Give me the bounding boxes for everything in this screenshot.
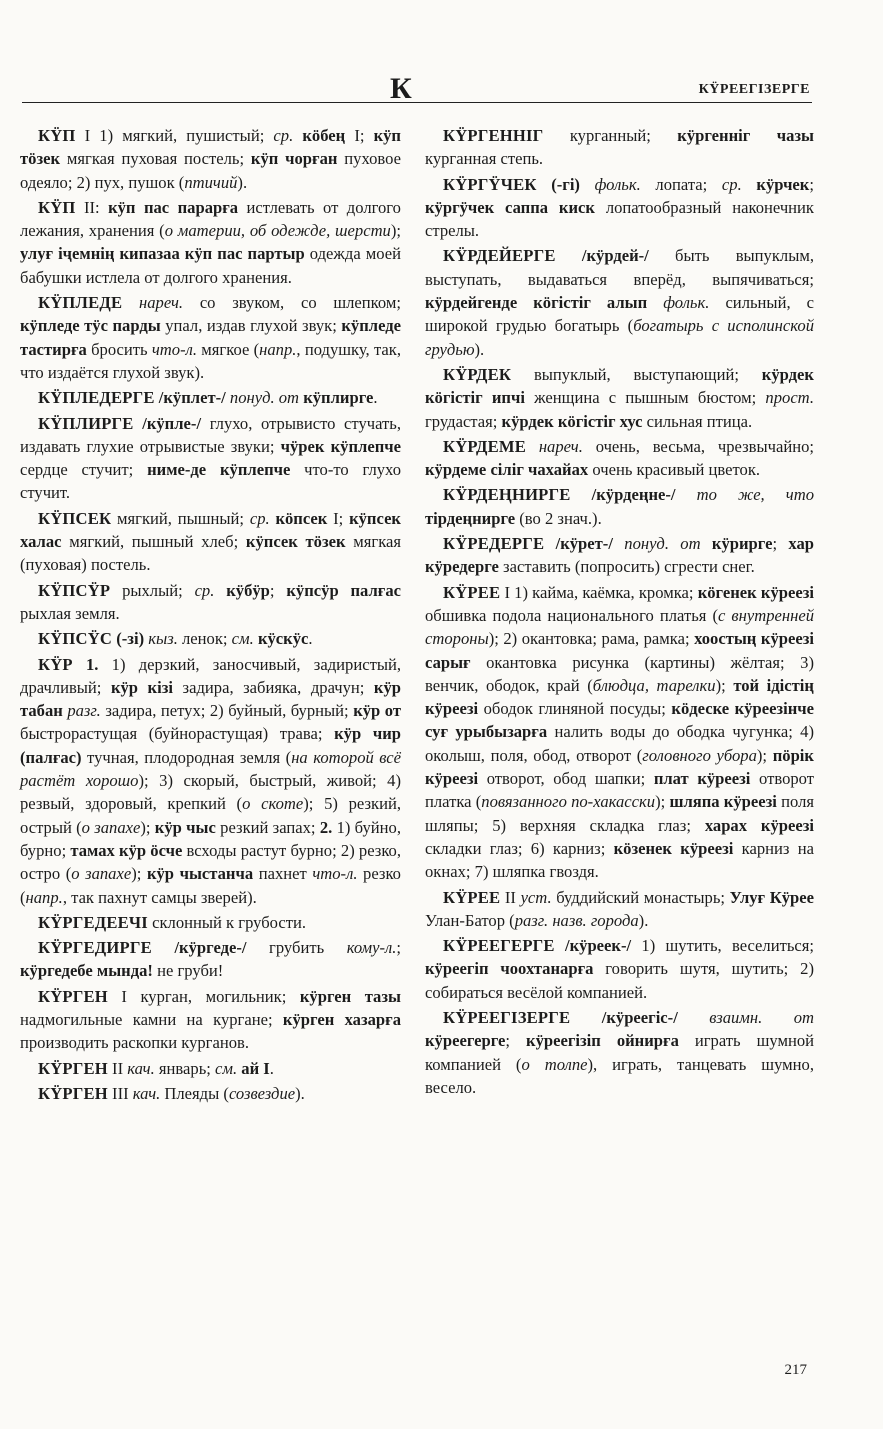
entry-text: всходы растут бурно; 2) резко, остро (	[20, 840, 401, 884]
entry-text	[544, 534, 555, 553]
bold-phrase: 1.	[86, 654, 99, 674]
entry-text: лопата;	[640, 174, 722, 194]
bold-phrase: хоостың кÿреезi сарығ	[425, 629, 814, 672]
entry-text	[580, 175, 595, 194]
italic-note: о запахе	[81, 817, 141, 837]
bold-phrase: тiрдеңнирге	[425, 508, 516, 528]
entry-text: тучная, плодородная земля (	[81, 747, 292, 767]
italic-note: кыз.	[148, 629, 178, 649]
entry-text: очень красивый цветок.	[588, 460, 761, 480]
entry-text	[676, 485, 697, 504]
dictionary-entry	[20, 291, 401, 384]
bold-phrase: кÿреегерге	[425, 1031, 506, 1051]
dictionary-entry	[20, 412, 401, 505]
entry-text: грубить	[246, 938, 347, 958]
bold-phrase: кÿпсек халас	[20, 508, 401, 552]
headword: КŸПСЕК	[38, 508, 112, 528]
headword: КŸРДЕҢНИРГЕ	[443, 485, 571, 505]
bold-phrase: ниме-де кÿплепче	[147, 460, 291, 480]
italic-note: с внутренней стороны	[425, 605, 814, 649]
italic-note: о скоте	[242, 794, 304, 814]
entry-text: ленок;	[177, 629, 232, 649]
entry-text	[742, 175, 757, 194]
italic-note: понуд. от	[229, 388, 300, 408]
entry-text: резкий запах;	[215, 817, 320, 837]
entry-text	[152, 938, 175, 957]
dictionary-entry	[425, 173, 814, 243]
entry-text: очень, весьма, чрезвычайно;	[582, 436, 814, 456]
italic-note: что-л.	[151, 339, 197, 359]
italic-note: см.	[215, 1058, 238, 1078]
italic-note: ср.	[194, 580, 215, 600]
entry-text: III	[107, 1083, 133, 1103]
entry-text: I 1) кайма, каёмка, кромка;	[500, 582, 698, 602]
headword: КŸРЕДЕРГЕ	[443, 534, 545, 554]
italic-note: то же, что	[696, 485, 814, 505]
entry-text: складки глаз; 6) карниз;	[425, 838, 614, 858]
bold-phrase: кÿпсÿр палғас	[286, 580, 402, 600]
entry-text: ); 3) скорый, быстрый, живой; 4) резвый, здоровый, крепкий (	[20, 771, 401, 814]
entry-text: ;	[269, 580, 287, 600]
entry-text: налить воды до ободка чугунка; 4) околыш, поля, обод, отворот (	[425, 722, 815, 765]
bold-phrase: кÿреегiзiп ойнирға	[526, 1031, 679, 1051]
headword: КŸПСŸР	[38, 580, 111, 600]
entry-text: заставить (попросить) сгрести снег.	[498, 557, 755, 577]
entry-text: январь;	[154, 1058, 216, 1078]
bold-phrase: кÿреегiп чоохтанарға	[425, 959, 594, 979]
entry-text: одежда моей бабушки истлела от долгого хранения.	[20, 244, 401, 287]
entry-text	[647, 293, 663, 312]
headword: КŸП	[38, 197, 76, 217]
dictionary-entry	[425, 363, 814, 433]
bold-phrase: кÿрчек	[756, 174, 810, 194]
bold-phrase: кÿргедебе мында!	[20, 961, 153, 981]
entry-text: I 1) мягкий, пушистый;	[75, 126, 274, 145]
dictionary-entry	[20, 579, 401, 626]
entry-text: склонный к грубости.	[147, 912, 307, 932]
bold-phrase: /кÿплет-/	[158, 388, 226, 408]
entry-text: рыхлый;	[110, 580, 195, 600]
entry-text: задира, петух; 2) буйный, бурный;	[100, 701, 354, 721]
headword: КŸПЛЕДЕ	[38, 293, 123, 313]
headword: КŸРГЕДЕЕЧІ	[38, 912, 148, 932]
headword: КŸРГЕДИРГЕ	[38, 938, 152, 958]
bold-phrase: кÿпледе тÿс парды	[20, 316, 161, 336]
bold-phrase: кöпсек	[275, 508, 328, 528]
entry-text	[678, 1008, 709, 1027]
italic-note: уст.	[520, 887, 552, 907]
entry-text: курганный;	[543, 126, 678, 145]
entry-text: буддийский монастырь;	[551, 887, 730, 907]
entry-text: , так пахнут самцы зверей).	[62, 887, 257, 907]
bold-phrase: Улуғ Кÿрее	[729, 887, 814, 907]
entry-text: мягкий, пышный хлеб;	[61, 532, 246, 552]
bold-phrase: /кÿргеде-/	[174, 938, 247, 958]
running-head: КŸРЕЕГІЗЕРГЕ	[698, 82, 810, 97]
italic-note: фольк.	[663, 293, 710, 313]
italic-note: о толпе	[521, 1054, 588, 1074]
bold-phrase: кöгенек кÿреезi	[697, 582, 814, 602]
entry-text: упал, издав глухой звук;	[160, 316, 342, 336]
bold-phrase: /кÿреегiс-/	[601, 1007, 678, 1027]
entry-text: курганная степь.	[425, 149, 544, 169]
bold-phrase: кöзенек кÿреезi	[613, 838, 734, 858]
entry-text: мягкая (пуховая) постель.	[20, 532, 402, 575]
italic-note: нареч.	[139, 293, 184, 313]
entry-text: ), играть, танцевать шумно, весело.	[425, 1054, 814, 1097]
italic-note: головного убора	[642, 745, 757, 765]
entry-text: играть шумной компанией (	[425, 1031, 815, 1074]
dictionary-entry	[425, 886, 814, 933]
bold-phrase: кÿплирге	[303, 388, 374, 408]
bold-phrase: кÿр чыс	[154, 817, 216, 837]
entry-text: пуховое одеяло; 2) пух, пушок (	[20, 149, 401, 192]
dictionary-entry	[20, 627, 401, 650]
headword: КŸРЕЕ	[443, 582, 501, 602]
bold-phrase: кÿр чыстанча	[146, 864, 254, 884]
entry-text	[571, 485, 592, 504]
bold-phrase: кÿбÿр	[226, 580, 270, 600]
entry-text: грудастая;	[425, 411, 502, 431]
entry-text: I курган, могильник;	[107, 986, 300, 1006]
headword: КŸР	[38, 654, 73, 674]
bold-phrase: кÿрдейгенде кöгiстiг алып	[425, 293, 648, 313]
entry-text: II:	[75, 197, 109, 217]
entry-text: сердце стучит;	[20, 460, 148, 480]
italic-note: созвездие	[228, 1083, 296, 1103]
entry-text: пахнет	[253, 864, 313, 884]
entry-text: 1) шутить, веселиться;	[631, 936, 814, 956]
dictionary-entry	[425, 483, 814, 530]
bold-phrase: кöдеске кÿреезiнче суғ урыбызарға	[425, 699, 814, 742]
bold-phrase: кÿпсек тöзек	[245, 532, 346, 552]
bold-phrase: кÿрдеме сiлiг чахайах	[425, 460, 589, 480]
bold-phrase: кÿр чир (палғас)	[20, 724, 401, 767]
italic-note: кач.	[127, 1058, 155, 1078]
entry-text	[613, 534, 624, 553]
entry-text: ;	[809, 174, 814, 194]
entry-text: резко (	[20, 864, 401, 907]
entry-text: истлевать от долгого лежания, хранения (	[20, 197, 401, 241]
dictionary-entry	[425, 124, 814, 171]
entry-text	[701, 534, 712, 553]
entry-text: обшивка подола национального платья (	[425, 605, 718, 625]
entry-text	[570, 1008, 601, 1027]
entry-text: что-то глухо стучит.	[20, 460, 401, 503]
bold-phrase: кÿпледе тастирға	[20, 316, 401, 359]
entry-text: I;	[327, 508, 350, 528]
page-number: 217	[784, 1362, 807, 1378]
entry-text: II	[107, 1058, 128, 1078]
bold-phrase: пöрiк кÿреезi	[425, 745, 814, 789]
headword: КŸРГЕННІГ	[443, 126, 544, 145]
dictionary-entry	[20, 936, 401, 983]
bold-phrase: плат кÿреезi	[653, 769, 751, 789]
italic-note: что-л.	[312, 864, 358, 884]
entry-text: ).	[295, 1083, 305, 1103]
entry-text: );	[131, 864, 147, 884]
entry-text: глухо, отрывисто стучать, издавать глухие отрывистые звуки;	[20, 413, 401, 456]
section-letter: К	[390, 72, 413, 105]
entry-text: ;	[505, 1031, 527, 1051]
bold-phrase: кÿрирге	[711, 534, 773, 554]
entry-text: женщина с пышным бюстом;	[524, 388, 766, 408]
entry-text: со звуком, со шлепком;	[183, 293, 401, 313]
entry-text: 1) дерзкий, заносчивый, задиристый, драчливый;	[20, 654, 401, 697]
entry-text: .	[308, 629, 313, 649]
entry-text: );	[756, 745, 773, 765]
bold-phrase: кöбең	[302, 126, 346, 145]
italic-note: напр.	[25, 887, 63, 907]
entry-text	[537, 175, 552, 194]
entry-text: ).	[638, 910, 649, 930]
italic-note: понуд. от	[624, 534, 701, 554]
entry-text: Улан-Батор (	[425, 910, 515, 930]
dictionary-entry	[20, 653, 401, 909]
headword: КŸПЛИРГЕ	[38, 413, 134, 433]
bold-phrase: кÿрген тазы	[299, 986, 401, 1006]
entry-text: ).	[474, 339, 485, 359]
bold-phrase: кÿп чорған	[250, 149, 338, 169]
italic-note: богатырь с исполинской грудью	[425, 316, 814, 359]
dictionary-entry	[20, 507, 401, 577]
bold-phrase: чÿрек кÿплепче	[280, 436, 401, 456]
bold-phrase: кÿр от	[353, 701, 402, 721]
entry-text: );	[715, 675, 734, 695]
bold-phrase: тамах кÿр öсче	[70, 840, 183, 860]
entry-text: ;	[396, 938, 402, 958]
entry-text: .	[373, 388, 378, 408]
headword: КŸРЕЕГЕРГЕ	[443, 936, 555, 956]
entry-text	[556, 246, 582, 265]
entry-text: отворот платка (	[425, 769, 815, 812]
bold-phrase: кÿргеннiг чазы	[677, 126, 814, 145]
right-column	[425, 124, 814, 1101]
bold-phrase: кÿскÿс	[257, 629, 309, 649]
italic-note: на которой всё растёт хорошо	[20, 747, 402, 791]
dictionary-entry	[20, 1082, 401, 1105]
entry-text	[134, 414, 143, 433]
dictionary-entry	[425, 934, 814, 1004]
entry-text: ).	[237, 172, 248, 192]
headword: КŸПЛЕДЕРГЕ	[38, 388, 155, 408]
headword: КŸРГЕН	[38, 1058, 108, 1078]
entry-text: рыхлая земля.	[20, 603, 120, 623]
entry-text: Плеяды (	[160, 1083, 229, 1103]
entry-text: (во 2 знач.).	[515, 508, 602, 528]
headword: КŸРДЕЙЕРГЕ	[443, 246, 556, 266]
bold-phrase: шляпа кÿреезi	[669, 792, 777, 812]
italic-note: ср.	[721, 174, 742, 194]
page-header	[22, 62, 812, 103]
entry-text: II	[500, 887, 521, 907]
bold-phrase: /кÿрдей-/	[581, 246, 649, 266]
dictionary-entry	[425, 1006, 814, 1099]
dictionary-entry	[425, 244, 814, 360]
entry-text: ;	[772, 534, 789, 554]
entry-text: окантовка рисунка (картины) жёлтая; 3) венчик, ободок, край (	[425, 652, 814, 695]
headword: КŸРЕЕ	[443, 887, 501, 907]
bold-phrase: /кÿрдеңне-/	[591, 485, 676, 505]
bold-phrase: кÿр табан	[20, 677, 402, 721]
entry-text: производить раскопки курганов.	[20, 1033, 250, 1053]
entry-text: .	[269, 1058, 274, 1078]
entry-text: лопатообразный наконечник стрелы.	[425, 197, 814, 241]
entry-text: бросить	[86, 339, 152, 359]
italic-note: разг.	[67, 701, 101, 721]
entry-text: говорить шутя, шутить; 2) собираться весёлой компанией.	[425, 959, 814, 1002]
dictionary-entry	[20, 196, 401, 289]
entry-text	[73, 655, 86, 674]
entry-text: надмогильные камни на кургане;	[20, 1009, 283, 1029]
entry-text: мягкое (	[197, 339, 260, 359]
entry-text: мягкий, пышный;	[111, 508, 250, 528]
entry-text: не груби!	[152, 961, 224, 981]
italic-note: взаимн. от	[709, 1007, 814, 1027]
italic-note: ср.	[249, 508, 270, 528]
italic-note: птичий	[184, 172, 238, 192]
entry-text: карниз на окнах; 7) шляпка гвоздя.	[425, 838, 814, 882]
entry-text: ); 2) окантовка; рама, рамка;	[488, 629, 695, 649]
italic-note: прост.	[765, 388, 815, 408]
bold-phrase: (-зі)	[116, 629, 145, 649]
bold-phrase: кÿрдек кöгiстiг ипчi	[425, 364, 814, 408]
italic-note: нареч.	[538, 436, 583, 456]
entry-text	[526, 437, 539, 456]
bold-phrase: хар кÿредерге	[425, 534, 815, 577]
bold-phrase: /кÿреек-/	[564, 936, 632, 956]
dictionary-entry	[20, 985, 401, 1055]
italic-note: повязанного по-хакасски	[481, 792, 656, 812]
dictionary-entry	[20, 386, 401, 409]
entry-text: сильная птица.	[642, 411, 753, 431]
entry-text: ); 5) резкий, острый (	[20, 794, 401, 837]
entry-text: мягкая пуховая постель;	[60, 149, 251, 169]
italic-note: кач.	[132, 1083, 161, 1103]
headword: КŸРГŸЧЕК	[443, 174, 537, 194]
entry-text: 1) буйно, бурно;	[20, 817, 401, 860]
entry-text	[293, 126, 302, 145]
bold-phrase: кÿп тöзек	[20, 126, 401, 169]
bold-phrase: (-гі)	[551, 174, 580, 194]
headword: КŸРГЕН	[38, 1083, 108, 1103]
italic-note: ср.	[273, 126, 294, 145]
headword: КŸРЕЕГІЗЕРГЕ	[443, 1007, 571, 1027]
entry-text	[122, 293, 139, 312]
bold-phrase: кÿргÿчек саппа киск	[425, 197, 595, 217]
entry-text: поля шляпы; 5) верхняя складка глаз;	[425, 792, 814, 835]
entry-text: I;	[345, 126, 374, 145]
entry-text: );	[390, 221, 401, 241]
entry-text: );	[655, 792, 670, 812]
entry-text: быть выпуклым, выступать, выдаваться вперёд, выпячиваться;	[425, 246, 814, 289]
headword: КŸПСŸС	[38, 629, 113, 649]
bold-phrase: /кÿпле-/	[142, 413, 202, 433]
italic-note: см.	[231, 629, 254, 649]
entry-text: ободок глиняной посуды;	[478, 699, 672, 719]
left-column	[20, 124, 401, 1107]
bold-phrase: улуғ іҷемнің кипазаа кÿп пас партыр	[20, 244, 305, 264]
italic-note: разг. назв. города	[514, 910, 639, 930]
italic-note: о материи, об одежде, шерсти	[164, 221, 391, 241]
dictionary-entry	[425, 532, 814, 579]
italic-note: фольк.	[594, 174, 641, 194]
headword: КŸРДЕК	[443, 364, 512, 384]
bold-phrase: ай I	[241, 1058, 270, 1078]
entry-text: выпуклый, выступающий;	[511, 364, 762, 384]
headword: КŸРДЕМЕ	[443, 436, 526, 456]
entry-text: быстрорастущая (буйнорастущая) трава;	[20, 724, 335, 744]
dictionary-entry	[20, 911, 401, 934]
headword: КŸРГЕН	[38, 986, 108, 1006]
dictionary-entry	[20, 1057, 401, 1080]
italic-note: кому-л.	[346, 938, 397, 958]
bold-phrase: /кÿрет-/	[555, 534, 613, 554]
entry-text	[214, 581, 226, 600]
dictionary-entry	[425, 581, 814, 884]
entry-text: отворот, обод шапки;	[478, 769, 654, 789]
entry-text: );	[140, 817, 155, 837]
bold-phrase: кÿп пас парарға	[108, 197, 239, 217]
dictionary-entry	[425, 435, 814, 482]
entry-text: сильный, с широкой грудью богатырь (	[425, 293, 814, 336]
italic-note: напр.	[259, 339, 297, 359]
entry-text	[555, 936, 565, 955]
entry-text: , подушку, так, что издаётся глухой звук).	[20, 339, 401, 382]
bold-phrase: кÿрген хазарға	[282, 1009, 401, 1029]
bold-phrase: той iдiстiң кÿреезi	[425, 675, 814, 719]
italic-note: блюдца, тарелки	[592, 675, 716, 695]
bold-phrase: харах кÿреезi	[704, 815, 814, 835]
bold-phrase: 2.	[319, 817, 333, 837]
dictionary-entry	[20, 124, 401, 194]
bold-phrase: кÿр кізі	[110, 677, 174, 697]
entry-text: задира, забияка, драчун;	[173, 677, 374, 697]
italic-note: о запахе	[71, 864, 132, 884]
headword: КŸП	[38, 126, 76, 145]
bold-phrase: кÿрдек кöгiстiг хус	[501, 411, 643, 431]
